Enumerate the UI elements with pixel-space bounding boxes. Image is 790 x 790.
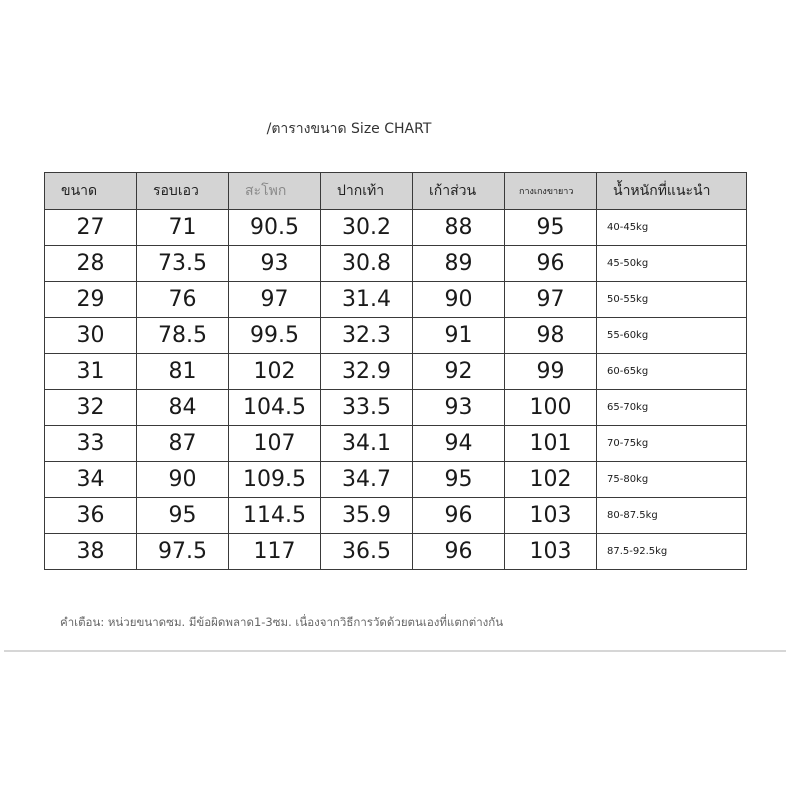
table-row bbox=[45, 354, 747, 390]
table-row bbox=[45, 462, 747, 498]
cell-recommended-weight: 65-70kg bbox=[597, 390, 747, 426]
table-row bbox=[45, 534, 747, 570]
cell-recommended-weight: 80-87.5kg bbox=[597, 498, 747, 534]
cell-size: 27 bbox=[45, 210, 137, 246]
table-row bbox=[45, 426, 747, 462]
cell-hip: 109.5 bbox=[229, 462, 321, 498]
cell-long-pants: 102 bbox=[505, 462, 597, 498]
cell-leg-opening: 33.5 bbox=[321, 390, 413, 426]
cell-size: 29 bbox=[45, 282, 137, 318]
divider-line bbox=[4, 650, 786, 652]
cell-size: 38 bbox=[45, 534, 137, 570]
cell-hip: 90.5 bbox=[229, 210, 321, 246]
cell-nine-tenths-length: 89 bbox=[413, 246, 505, 282]
cell-long-pants: 103 bbox=[505, 498, 597, 534]
cell-long-pants: 95 bbox=[505, 210, 597, 246]
cell-waist: 84 bbox=[137, 390, 229, 426]
cell-hip: 117 bbox=[229, 534, 321, 570]
cell-leg-opening: 32.9 bbox=[321, 354, 413, 390]
cell-size: 36 bbox=[45, 498, 137, 534]
cell-nine-tenths-length: 93 bbox=[413, 390, 505, 426]
cell-recommended-weight: 87.5-92.5kg bbox=[597, 534, 747, 570]
cell-nine-tenths-length: 96 bbox=[413, 498, 505, 534]
chart-title-text: /ตารางขนาด Size CHART bbox=[266, 121, 432, 137]
cell-size: 33 bbox=[45, 426, 137, 462]
header-row bbox=[45, 173, 747, 210]
cell-nine-tenths-length: 88 bbox=[413, 210, 505, 246]
cell-size: 30 bbox=[45, 318, 137, 354]
cell-long-pants: 96 bbox=[505, 246, 597, 282]
cell-size: 31 bbox=[45, 354, 137, 390]
cell-size: 28 bbox=[45, 246, 137, 282]
cell-waist: 90 bbox=[137, 462, 229, 498]
measurement-notice: คำเตือน: หน่วยขนาดซม. มีข้อผิดพลาด1-3ซม. เนื่องจากวิธีการวัดด้วยตนเองที่แตกต่างกัน bbox=[60, 615, 504, 629]
cell-long-pants: 99 bbox=[505, 354, 597, 390]
cell-long-pants: 97 bbox=[505, 282, 597, 318]
cell-hip: 97 bbox=[229, 282, 321, 318]
cell-hip: 102 bbox=[229, 354, 321, 390]
cell-nine-tenths-length: 92 bbox=[413, 354, 505, 390]
cell-leg-opening: 34.7 bbox=[321, 462, 413, 498]
cell-recommended-weight: 50-55kg bbox=[597, 282, 747, 318]
cell-hip: 107 bbox=[229, 426, 321, 462]
cell-recommended-weight: 40-45kg bbox=[597, 210, 747, 246]
cell-waist: 71 bbox=[137, 210, 229, 246]
table-body bbox=[45, 210, 747, 570]
table-row bbox=[45, 498, 747, 534]
cell-nine-tenths-length: 91 bbox=[413, 318, 505, 354]
header-hip: สะโพก bbox=[229, 173, 321, 210]
header-waist: รอบเอว bbox=[137, 173, 229, 210]
cell-waist: 81 bbox=[137, 354, 229, 390]
cell-size: 34 bbox=[45, 462, 137, 498]
cell-hip: 114.5 bbox=[229, 498, 321, 534]
cell-leg-opening: 36.5 bbox=[321, 534, 413, 570]
cell-leg-opening: 30.2 bbox=[321, 210, 413, 246]
cell-waist: 97.5 bbox=[137, 534, 229, 570]
chart-title bbox=[0, 118, 790, 140]
cell-long-pants: 101 bbox=[505, 426, 597, 462]
cell-recommended-weight: 55-60kg bbox=[597, 318, 747, 354]
cell-hip: 99.5 bbox=[229, 318, 321, 354]
cell-hip: 104.5 bbox=[229, 390, 321, 426]
cell-size: 32 bbox=[45, 390, 137, 426]
size-chart-table bbox=[44, 172, 747, 570]
header-recommended-weight: น้ำหนักที่แนะนำ bbox=[597, 173, 747, 210]
table-row bbox=[45, 390, 747, 426]
cell-recommended-weight: 45-50kg bbox=[597, 246, 747, 282]
cell-waist: 76 bbox=[137, 282, 229, 318]
cell-leg-opening: 30.8 bbox=[321, 246, 413, 282]
cell-waist: 78.5 bbox=[137, 318, 229, 354]
cell-long-pants: 103 bbox=[505, 534, 597, 570]
header-size: ขนาด bbox=[45, 173, 137, 210]
cell-leg-opening: 32.3 bbox=[321, 318, 413, 354]
table-row bbox=[45, 210, 747, 246]
cell-leg-opening: 31.4 bbox=[321, 282, 413, 318]
cell-long-pants: 100 bbox=[505, 390, 597, 426]
cell-waist: 87 bbox=[137, 426, 229, 462]
cell-long-pants: 98 bbox=[505, 318, 597, 354]
cell-leg-opening: 35.9 bbox=[321, 498, 413, 534]
cell-recommended-weight: 60-65kg bbox=[597, 354, 747, 390]
cell-waist: 95 bbox=[137, 498, 229, 534]
header-nine-tenths-length: เก้าส่วน bbox=[413, 173, 505, 210]
cell-waist: 73.5 bbox=[137, 246, 229, 282]
cell-recommended-weight: 75-80kg bbox=[597, 462, 747, 498]
table-row bbox=[45, 318, 747, 354]
cell-nine-tenths-length: 95 bbox=[413, 462, 505, 498]
cell-nine-tenths-length: 96 bbox=[413, 534, 505, 570]
cell-nine-tenths-length: 94 bbox=[413, 426, 505, 462]
cell-recommended-weight: 70-75kg bbox=[597, 426, 747, 462]
header-long-pants: กางเกงขายาว bbox=[505, 173, 597, 210]
table-row bbox=[45, 282, 747, 318]
header-leg-opening: ปากเท้า bbox=[321, 173, 413, 210]
cell-nine-tenths-length: 90 bbox=[413, 282, 505, 318]
cell-hip: 93 bbox=[229, 246, 321, 282]
cell-leg-opening: 34.1 bbox=[321, 426, 413, 462]
table-row bbox=[45, 246, 747, 282]
